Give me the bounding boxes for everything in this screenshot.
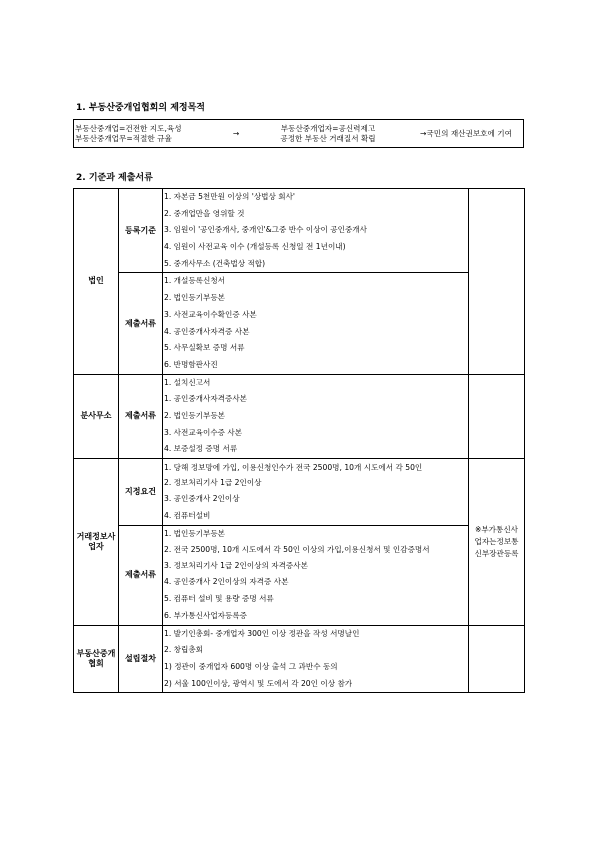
list-item: 3. 임원이 '공인중개사, 중개인'&그중 반수 이상이 공인중개사	[164, 225, 367, 235]
list-item: 3. 공인중개사 2인이상	[164, 494, 240, 504]
list-item: 2. 창립총회	[164, 645, 204, 655]
arrow-icon: →	[225, 120, 247, 148]
list-item: 1. 발기인총회- 중개업자 300인 이상 정관을 작성 서명날인	[164, 628, 360, 638]
info-docs-label: 제출서류	[119, 525, 163, 625]
corp-docs-list	[163, 273, 469, 374]
purpose-left-cell	[74, 120, 226, 148]
corp-note-cell	[469, 189, 525, 375]
corp-criteria-label: 등록기준	[119, 189, 163, 273]
category-branch: 분사무소	[74, 374, 119, 458]
list-item: 4. 공인중개사 2인이상의 자격증 사본	[164, 577, 289, 587]
purpose-left-line-2: 부동산중개업무=적절한 규율	[75, 133, 172, 143]
list-item: 2. 법인등기부등본	[164, 293, 226, 303]
list-item: 6. 반명함판사진	[164, 359, 218, 369]
corp-docs-label: 제출서류	[119, 273, 163, 374]
branch-docs-list	[163, 374, 469, 458]
assoc-proc-list	[163, 625, 469, 693]
purpose-mid-cell	[247, 120, 409, 148]
list-item: 2) 서울 100인이상, 광역시 및 도에서 각 20인 이상 참가	[164, 678, 353, 688]
list-item: 5. 사무실확보 증명 서류	[164, 343, 245, 353]
purpose-table	[73, 119, 524, 148]
list-item: 1. 자본금 5천만원 이상의 '상법상 회사'	[164, 192, 296, 201]
purpose-mid-line-1: 부동산중개업자=공신력제고	[280, 124, 376, 134]
list-item: 3. 사전교육이수확인증 사본	[164, 309, 257, 319]
section1-title: 1. 부동산중개업협회의 제정목적	[76, 103, 205, 113]
category-association: 부동산중개협회	[74, 625, 119, 693]
arrow-icon: →	[420, 128, 427, 138]
category-info-provider: 거래정보사업자	[74, 459, 119, 626]
list-item: 4. 임원이 사전교육 이수 (개설등록 신청일 전 1년이내)	[164, 242, 346, 252]
branch-note-cell	[469, 374, 525, 458]
list-item: 2. 정보처리기사 1급 2인이상	[164, 477, 262, 487]
list-item: 2. 전국 2500명, 10개 시도에서 각 50인 이상의 가입,이용신청서 및 인감증명서	[164, 545, 430, 555]
list-item: 3. 정보처리기사 1급 2인이상의 자격증사본	[164, 560, 308, 570]
assoc-note-cell	[469, 625, 525, 693]
list-item: 1. 공인중개사자격증사본	[164, 394, 248, 404]
category-corporation: 법인	[74, 189, 119, 375]
list-item: 1. 법인등기부등본	[164, 528, 226, 538]
purpose-right-cell	[409, 120, 524, 148]
assoc-proc-label: 설립절차	[119, 625, 163, 693]
list-item: 1. 설치신고서	[164, 377, 211, 387]
info-docs-list	[163, 525, 469, 625]
info-note: ※부가통신사업자는정보통신부장관등록	[469, 459, 525, 626]
list-item: 5. 컴퓨터 설비 및 용량 증명 서류	[164, 594, 274, 604]
branch-docs-label: 제출서류	[119, 374, 163, 458]
list-item: 2. 법인등기부등본	[164, 410, 226, 420]
section2-title: 2. 기준과 제출서류	[76, 173, 153, 183]
list-item: 3. 사전교육이수증 사본	[164, 427, 243, 437]
info-req-list	[163, 459, 469, 526]
list-item: 2. 중개업만을 영위할 것	[164, 208, 245, 218]
criteria-table	[73, 188, 525, 693]
list-item: 5. 중개사무소 (건축법상 적합)	[164, 258, 266, 268]
purpose-mid-line-2: 공정한 부동산 거래질서 확립	[280, 133, 376, 143]
list-item: 1) 정관이 중개업자 600명 이상 출석 그 과반수 동의	[164, 661, 338, 671]
list-item: 1. 개설등록신청서	[164, 276, 226, 286]
list-item: 1. 당해 정보망에 가입, 이용신청인수가 전국 2500명, 10개 시도에서 각 50인	[164, 463, 423, 472]
list-item: 4. 컴퓨터설비	[164, 510, 211, 520]
corp-criteria-list	[163, 189, 469, 273]
list-item: 4. 보증설정 증명 서류	[164, 444, 238, 454]
list-item: 6. 부가통신사업자등록증	[164, 610, 248, 620]
purpose-left-line-1: 부동산중개업=건전한 지도,육성	[75, 124, 182, 134]
purpose-result: 국민의 재산권보호에 기여	[426, 128, 512, 138]
info-req-label: 지정요건	[119, 459, 163, 526]
list-item: 4. 공인중개사자격증 사본	[164, 326, 250, 336]
